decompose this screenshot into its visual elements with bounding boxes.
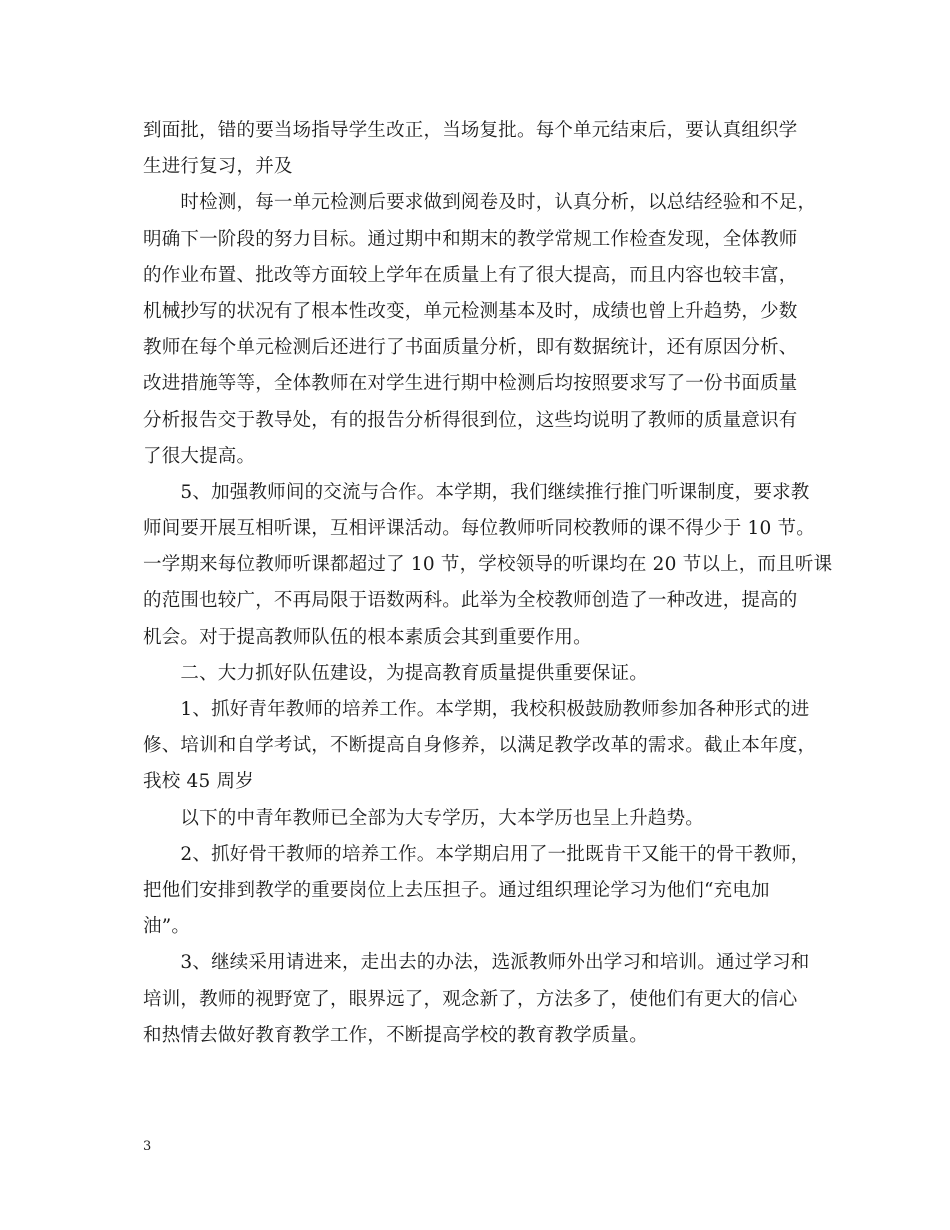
page-number: 3 [143,1139,152,1154]
text-line: 机会。对于提高教师队伍的根本素质会其到重要作用。 [143,626,592,648]
paragraph-5 [143,801,813,837]
text-line: 修、培训和自学考试，不断提高自身修养，以满足教学改革的需求。截止本年度， [143,735,817,757]
text-line: 把他们安排到教学的重要岗位上去压担子。通过组织理论学习为他们“充电加 [143,879,770,901]
text-line: 时检测，每一单元检测后要求做到阅卷及时，认真分析，以总结经验和不足， [143,192,817,214]
text-line: 一学期来每位教师听课都超过了 10 节，学校领导的听课均在 20 节以上，而且听课 [143,554,833,576]
text-line: 2、抓好骨干教师的培养工作。本学期启用了一批既肯干又能干的骨干教师， [143,843,810,865]
text-line: 教师在每个单元检测后还进行了书面质量分析，即有数据统计，还有原因分析、 [143,337,798,359]
paragraph-2 [143,185,817,475]
text-line: 油”。 [143,916,191,938]
paragraph-1 [143,113,813,185]
text-line: 的范围也较广，不再局限于语数两科。此举为全校教师创造了一种改进，提高的 [143,590,798,612]
text-line: 我校 45 周岁 [143,771,254,793]
text-line: 3、继续采用请进来，走出去的办法，选派教师外出学习和培训。通过学习和 [143,952,810,974]
text-line: 到面批，错的要当场指导学生改正，当场复批。每个单元结束后，要认真组织学 [143,120,798,141]
text-line: 的作业布置、批改等方面较上学年在质量上有了很大提高，而且内容也较丰富， [143,264,798,286]
text-line: 1、抓好青年教师的培养工作。本学期，我校积极鼓励教师参加各种形式的进 [143,699,810,720]
text-line: 以下的中青年教师已全部为大专学历，大本学历也呈上升趋势。 [143,807,705,829]
text-line: 5、加强教师间的交流与合作。本学期，我们继续推行推门听课制度，要求教 [143,481,810,503]
text-line: 改进措施等等，全体教师在对学生进行期中检测后均按照要求写了一份书面质量 [143,373,798,395]
text-line: 培训，教师的视野宽了，眼界远了，观念新了，方法多了，使他们有更大的信心 [143,988,798,1010]
text-line: 机械抄写的状况有了根本性改变，单元检测基本及时，成绩也曾上升趋势，少数 [143,300,798,322]
text-line: 分析报告交于教导处，有的报告分析得很到位，这些均说明了教师的质量意识有 [143,409,798,431]
text-line: 了很大提高。 [143,445,256,467]
text-line: 和热情去做好教育教学工作，不断提高学校的教育教学质量。 [143,1024,648,1046]
paragraph-7 [143,945,813,1054]
text-line: 明确下一阶段的努力目标。通过期中和期末的教学常规工作检查发现，全体教师 [143,228,798,250]
text-line: 二、大力抓好队伍建设，为提高教育质量提供重要保证。 [143,662,648,684]
text-line: 生进行复习，并及 [143,156,293,178]
section-heading [143,656,813,692]
paragraph-6 [143,837,813,946]
paragraph-3 [143,475,833,656]
body-text [143,113,833,1054]
paragraph-4 [143,692,817,801]
text-line: 师间要开展互相听课，互相评课活动。每位教师听同校教师的课不得少于 10 节。 [143,518,815,540]
